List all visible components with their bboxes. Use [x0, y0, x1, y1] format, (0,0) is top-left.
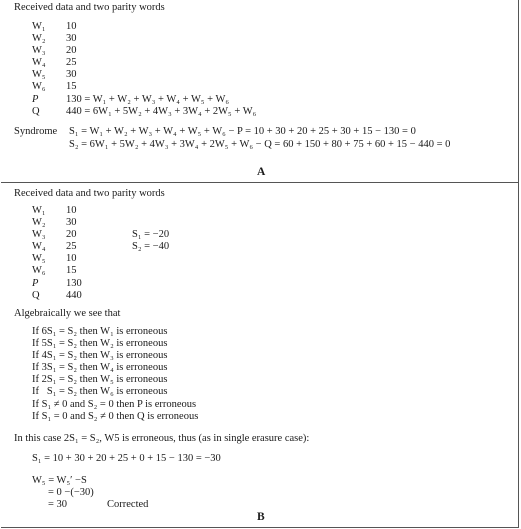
row-name: W₆ [32, 265, 46, 277]
row-name: W₂ [32, 33, 46, 45]
condition-item: If S₁ ≠ 0 and S₂ = 0 then P is erroneous [32, 398, 197, 410]
row-value: 440 [66, 289, 82, 301]
row-name: Q [32, 105, 40, 117]
row-value: 20 [66, 45, 77, 57]
row-name: W₃ [32, 45, 46, 57]
syndrome-2: S₂ = 6W₁ + 5W₂ + 4W₃ + 3W₄ + 2W₅ + W₆ − Q = 60 + 150 + 80 + 75 + 60 + 15 − 440 = 0 [69, 139, 451, 150]
condition-item: If 4S₁ = S₂ then W₃ is erroneous [32, 350, 168, 362]
condition-item: If S₁ = S₂ then W₆ is erroneous [32, 386, 168, 398]
syndrome-1: S₁ = W₁ + W₂ + W₃ + W₄ + W₅ + W₆ − P = 10 + 30 + 20 + 25 + 30 + 15 − 130 = 0 [69, 126, 416, 137]
syndrome-2-value: S₂ = −40 [132, 241, 170, 253]
condition-item: If 6S₁ = S₂ then W₁ is erroneous [32, 326, 168, 337]
caption-a: A [257, 166, 266, 178]
condition-item: If 2S₁ = S₂ then W₅ is erroneous [32, 374, 168, 386]
row-value: 10 [66, 205, 77, 216]
row-value: 130 [66, 277, 82, 289]
row-value: 15 [66, 265, 77, 277]
row-value: 10 [66, 21, 77, 32]
row-name: W₅ [32, 69, 46, 81]
row-name: W₁ [32, 205, 46, 216]
row-name: W₄ [32, 57, 46, 69]
w5-line-1: W₅ = W₅′ −S [32, 475, 87, 486]
corrected-label: Corrected [107, 499, 149, 510]
row-value: 15 [66, 81, 77, 93]
algebra-heading: Algebraically we see that [14, 308, 121, 319]
row-value: 25 [66, 241, 77, 253]
row-value: 30 [66, 217, 77, 229]
syndrome-label: Syndrome [14, 126, 58, 137]
row-name: Q [32, 289, 40, 301]
s1-calculation: S₁ = 10 + 30 + 20 + 25 + 0 + 15 − 130 = −30 [32, 453, 221, 464]
section-b-values [66, 205, 82, 302]
syndrome-values [132, 229, 169, 253]
row-value: 440 = 6W₁ + 5W₂ + 4W₃ + 3W₄ + 2W₅ + W₆ [66, 105, 257, 117]
caption-b: B [257, 511, 265, 523]
condition-item: If 3S₁ = S₂ then W₄ is erroneous [32, 362, 168, 374]
section-a-heading: Received data and two parity words [14, 2, 165, 13]
section-a-values [66, 21, 256, 118]
w5-line-2: = 0 −(−30) [48, 487, 94, 498]
row-name: W₅ [32, 253, 46, 265]
row-name: W₄ [32, 241, 46, 253]
condition-list [32, 326, 198, 423]
row-name: W₆ [32, 81, 46, 93]
row-value: 20 [66, 229, 77, 241]
row-name: W₂ [32, 217, 46, 229]
row-name: W₁ [32, 21, 46, 32]
row-name: P [32, 277, 39, 289]
row-name: P [32, 93, 39, 105]
section-b-names [32, 205, 46, 302]
section-b-heading: Received data and two parity words [14, 188, 165, 199]
row-value: 10 [66, 253, 77, 265]
row-value: 30 [66, 69, 77, 81]
syndrome-1-value: S₁ = −20 [132, 229, 170, 240]
row-value: 25 [66, 57, 77, 69]
condition-item: If 5S₁ = S₂ then W₂ is erroneous [32, 338, 168, 350]
row-value: 130 = W₁ + W₂ + W₃ + W₄ + W₅ + W₆ [66, 93, 230, 105]
row-value: 30 [66, 33, 77, 45]
section-a-names [32, 21, 46, 118]
section-divider [1, 182, 519, 183]
row-name: W₃ [32, 229, 46, 241]
case-line: In this case 2S₁ = S₂, W5 is erroneous, thus (as in single erasure case): [14, 433, 310, 444]
condition-item: If S₁ = 0 and S₂ ≠ 0 then Q is erroneous [32, 410, 199, 422]
w5-line-3: = 30 [48, 499, 68, 510]
